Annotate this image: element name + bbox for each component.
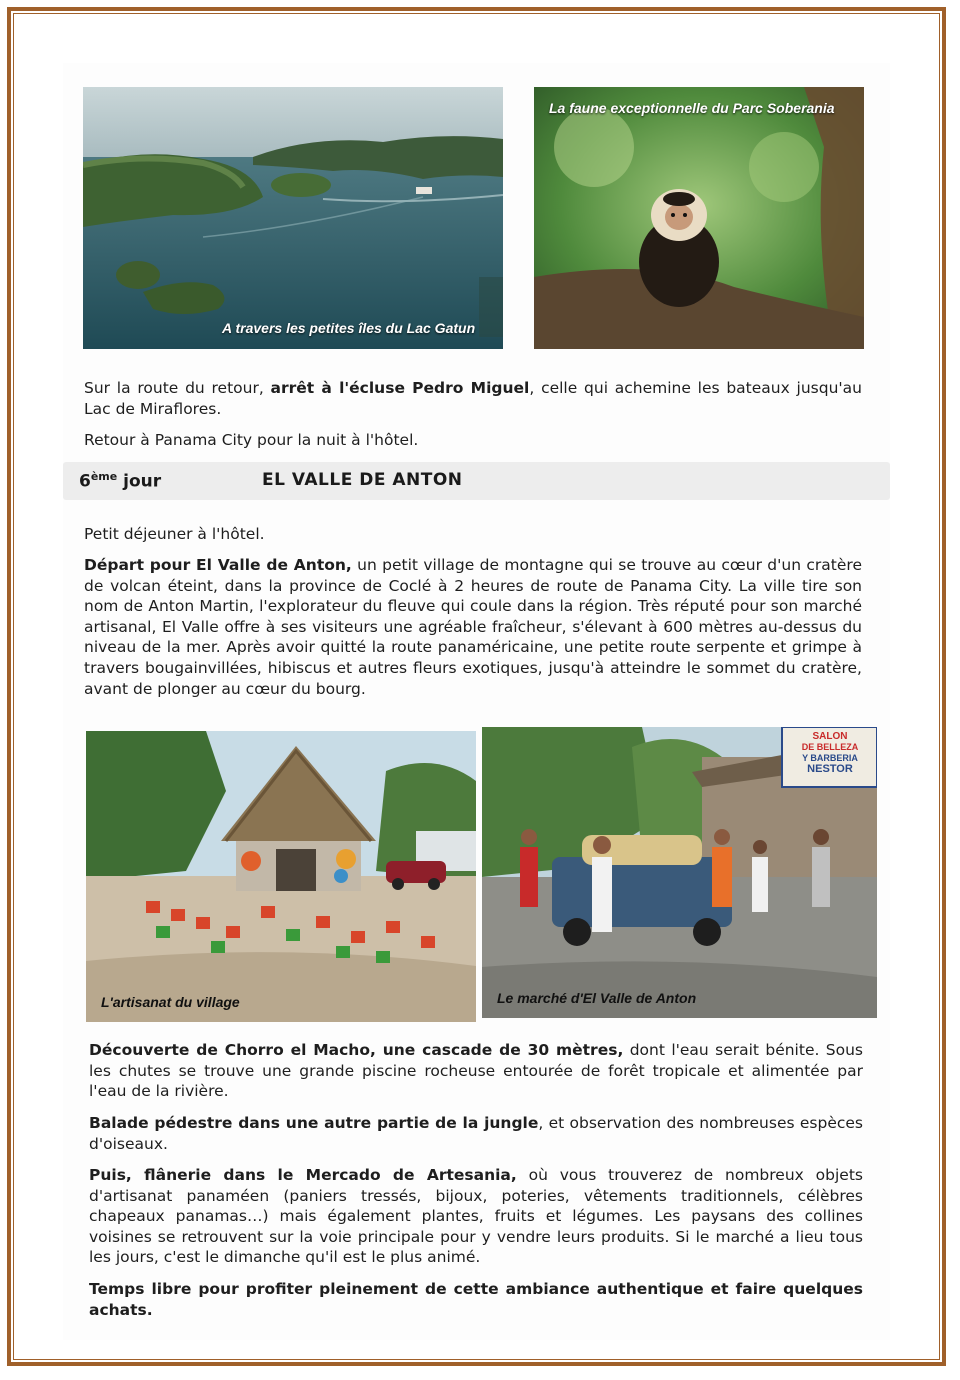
return-paragraph: Retour à Panama City pour la nuit à l'hôtel. bbox=[84, 431, 419, 449]
salon-sign: SALON DE BELLEZA Y BARBERIA NESTOR bbox=[801, 731, 859, 775]
day-number: 6ème jour bbox=[79, 470, 162, 492]
pedro-miguel-paragraph: Sur la route du retour, arrêt à l'écluse Pedro Miguel, celle qui achemine les bateaux jusqu'au Lac de Miraflores. bbox=[84, 379, 863, 418]
depart-paragraph: Départ pour El Valle de Anton, un petit village de montagne qui se trouve au cœur d'un cratère de volcan éteint, dans la province de Coclé à 2 heures de route de Panama City. La ville tire son nom de Anton Martin, l'explorateur du fleuve qui coule dans la région. Très réputé pour son marché artisanal, El Valle offre à ses visiteurs une agréable fraîcheur, s'élevant à 600 mètres au-dessus du niveau de la mer. Après avoir quitté la route panaméricaine, une petite route serpente et grimpe à travers bougainvillées, hibiscus et autres fleurs exotiques, jusqu'à atteindre le sommet du cratère, avant de plonger au cœur du bourg. bbox=[84, 556, 862, 698]
village-craft-photo bbox=[86, 731, 476, 1022]
mercado-paragraph: Puis, flânerie dans le Mercado de Artesania, où vous trouverez de nombreux objets d'artisanat panaméen (paniers tressés, bijoux, poteries, vêtements traditionnels, célèbres chapeaux panamas…) mais également plantes, fruits et légumes. Les paysans des collines voisines se retrouvent sur la voie principale pour y vendre leurs produits. Si le marché a lieu tous les jours, c'est le dimanche qu'il est le plus animé. bbox=[89, 1166, 863, 1267]
balade-paragraph: Balade pédestre dans une autre partie de la jungle, et observation des nombreuses espèces d'oiseaux. bbox=[89, 1114, 863, 1153]
soberania-monkey-photo bbox=[534, 87, 864, 349]
market-caption: Le marché d'El Valle de Anton bbox=[497, 990, 697, 1006]
day-title: EL VALLE DE ANTON bbox=[262, 470, 463, 490]
day-header-band bbox=[63, 462, 890, 500]
temps-libre-paragraph: Temps libre pour profiter pleinement de cette ambiance authentique et faire quelques achats. bbox=[89, 1280, 863, 1319]
soberania-caption: La faune exceptionnelle du Parc Soberania bbox=[549, 100, 835, 116]
lake-gatun-caption: A travers les petites îles du Lac Gatun bbox=[222, 320, 476, 336]
village-caption: L'artisanat du village bbox=[101, 994, 240, 1010]
lake-gatun-photo bbox=[83, 87, 503, 349]
chorro-paragraph: Découverte de Chorro el Macho, une cascade de 30 mètres, dont l'eau serait bénite. Sous les chutes se trouve une grande piscine rocheuse entourée de forêt tropicale et alimentée par l'eau de la rivière. bbox=[89, 1041, 863, 1101]
breakfast-paragraph: Petit déjeuner à l'hôtel. bbox=[84, 525, 265, 543]
